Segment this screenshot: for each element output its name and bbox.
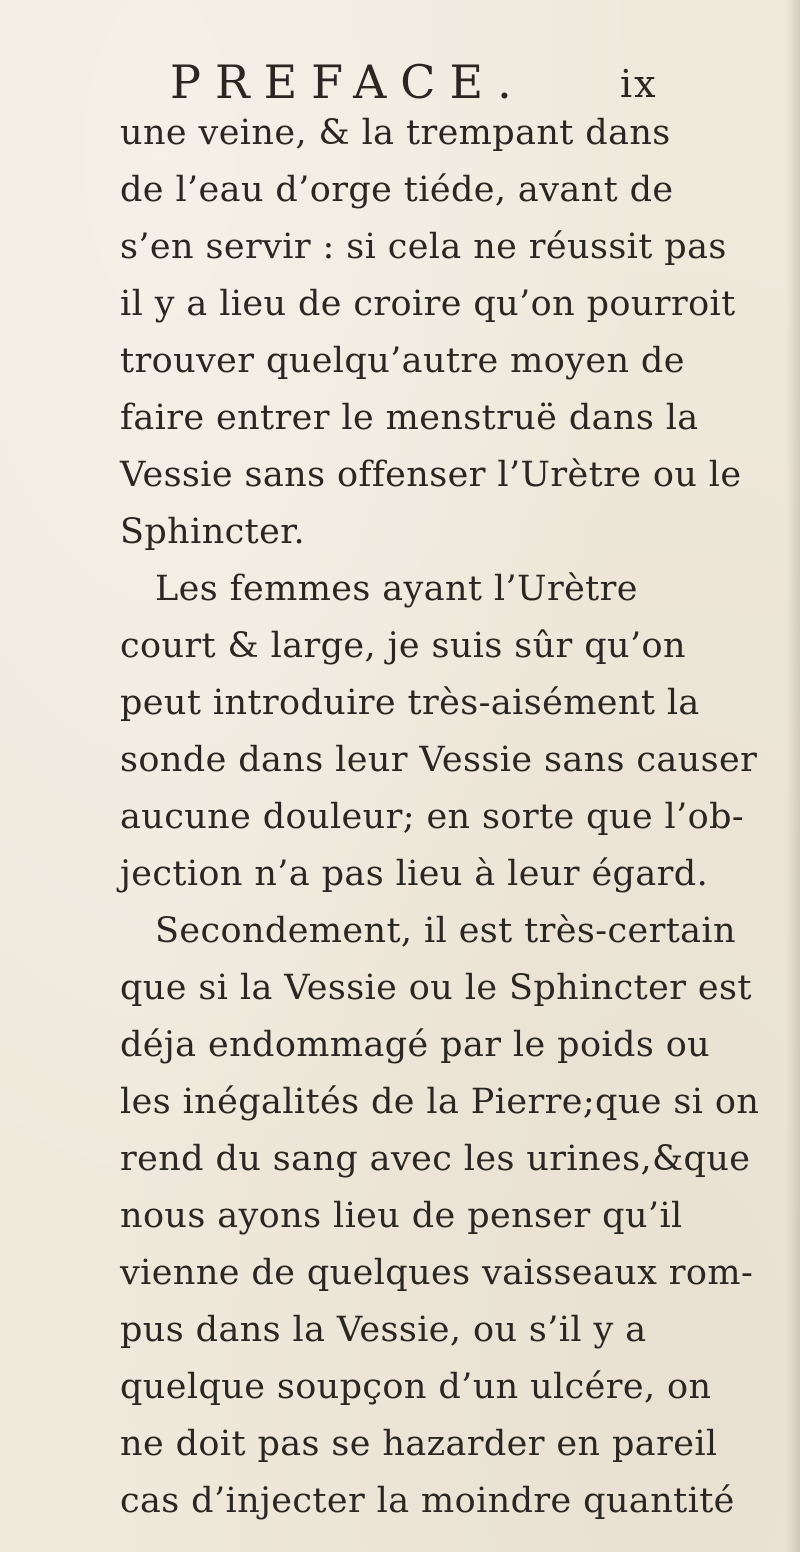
text-line: déja endommagé par le poids ou [120,1025,711,1065]
paragraph-start-line: Secondement, il est très-certain [155,911,736,951]
text-line: Sphincter. [120,512,306,552]
text-line: une veine, & la trempant dans [120,113,671,153]
text-line: s’en servir : si cela ne réussit pas [120,227,727,267]
text-line: rend du sang avec les urines,&que [120,1139,751,1179]
text-line: quelque soupçon d’un ulcére, on [120,1367,712,1407]
text-line: peut introduire très-aisément la [120,683,700,723]
text-line: vienne de quelques vaisseaux rom- [120,1253,754,1293]
text-line: ne doit pas se hazarder en pareil [120,1424,718,1464]
text-line: cas d’injecter la moindre quantité [120,1481,735,1521]
text-line: il y a lieu de croire qu’on pourroit [120,284,736,324]
text-line: court & large, je suis sûr qu’on [120,626,686,666]
text-line: aucune douleur; en sorte que l’ob- [120,797,745,837]
page-header [170,52,710,112]
running-title: PREFACE. [170,55,526,109]
text-line: faire entrer le menstruë dans la [120,398,699,438]
page-edge-shadow [786,0,800,1552]
text-line: nous ayons lieu de penser qu’il [120,1196,683,1236]
text-line: trouver quelqu’autre moyen de [120,341,685,381]
page-number: ix [620,62,658,106]
paragraph-start-line: Les femmes ayant l’Urètre [155,569,638,609]
text-line: pus dans la Vessie, ou s’il y a [120,1310,647,1350]
text-line: sonde dans leur Vessie sans causer [120,740,758,780]
text-line: jection n’a pas lieu à leur égard. [120,854,709,894]
text-line: de l’eau d’orge tiéde, avant de [120,170,674,210]
text-line: Vessie sans offenser l’Urètre ou le [120,455,742,495]
text-line: que si la Vessie ou le Sphincter est [120,968,752,1008]
text-line: les inégalités de la Pierre;que si on [120,1082,760,1122]
